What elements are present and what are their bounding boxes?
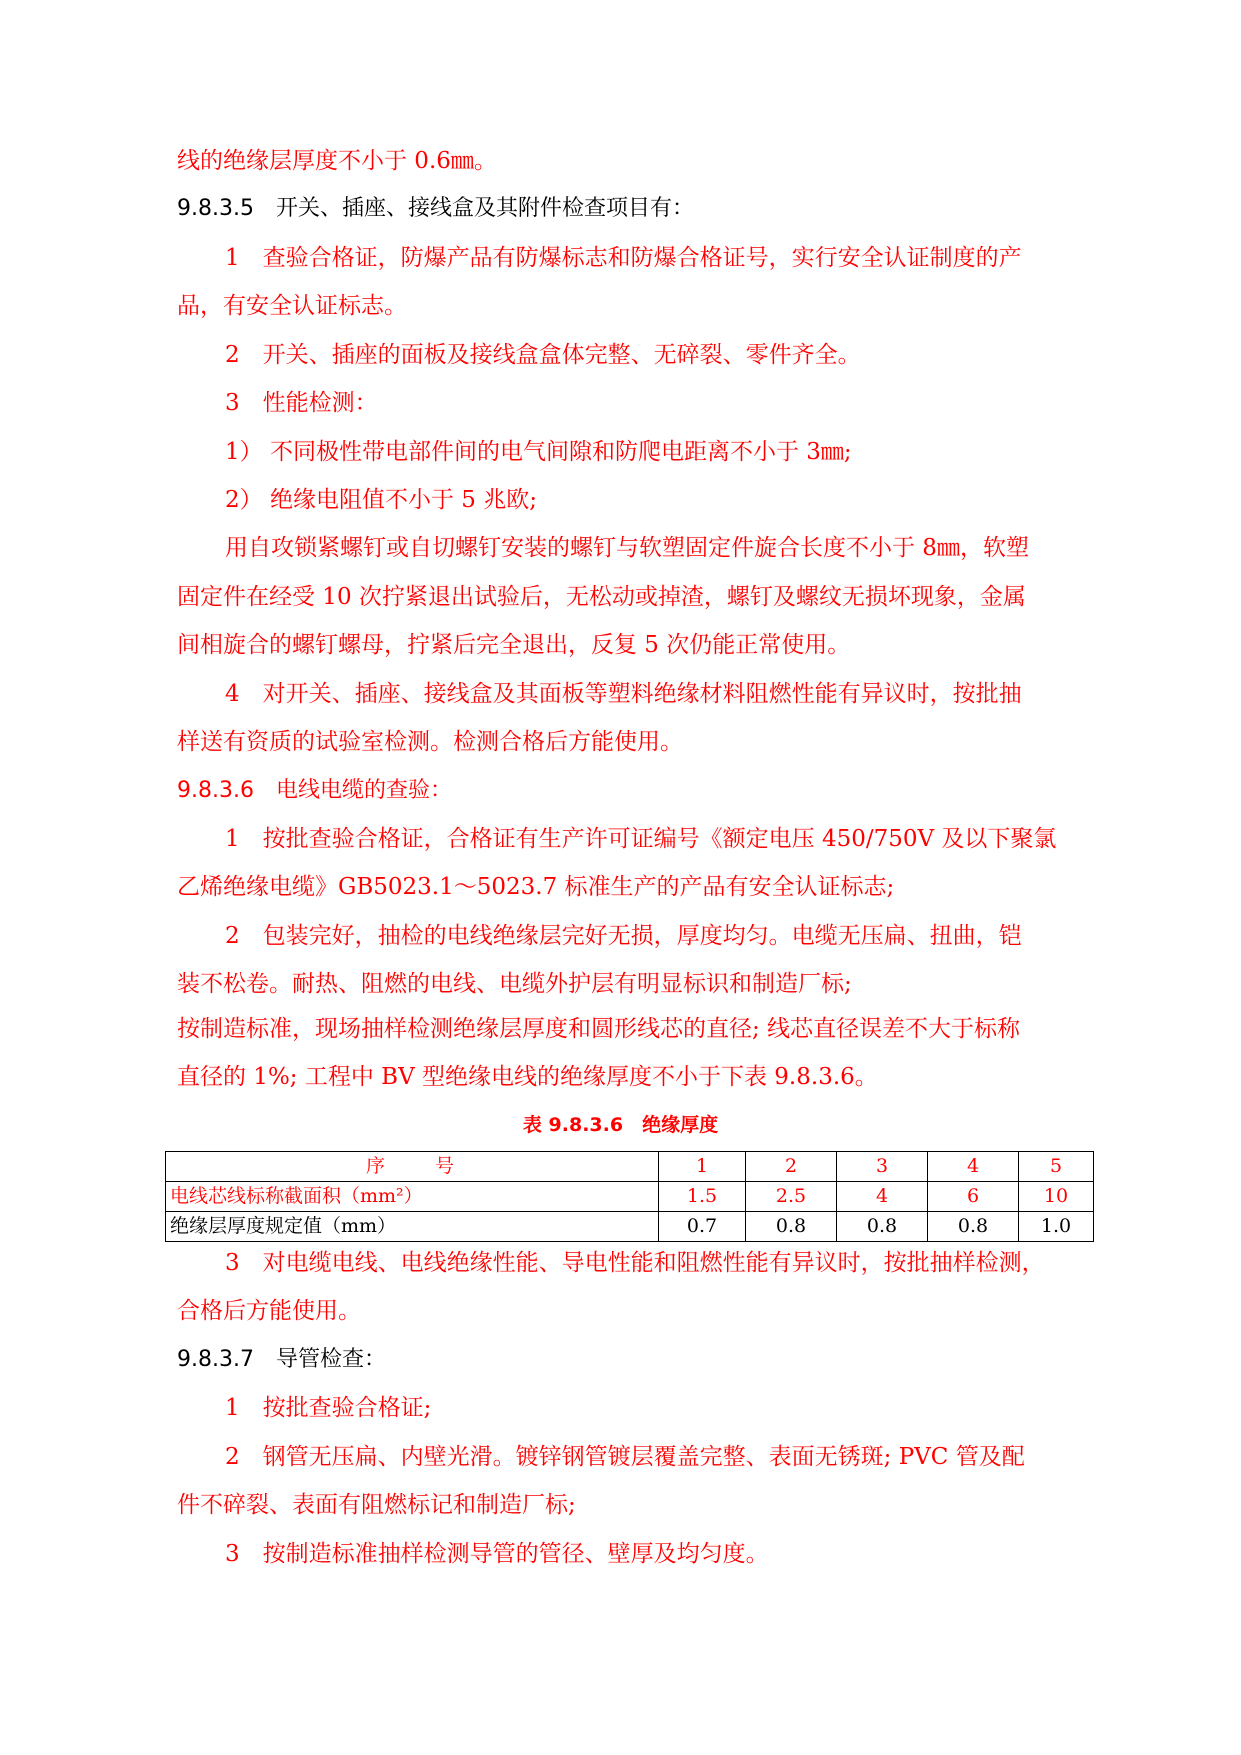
paragraph-line: 用自攻锁紧螺钉或自切螺钉安装的螺钉与软塑固定件旋合长度不小于 8㎜，软塑 xyxy=(225,535,1029,561)
sub-item-2: 2） 绝缘电阻值不小于 5 兆欧; xyxy=(225,487,537,513)
table-row xyxy=(166,1152,1094,1182)
list-item-1: 1 查验合格证，防爆产品有防爆标志和防爆合格证号，实行安全认证制度的产 xyxy=(225,245,1022,271)
table-row xyxy=(166,1212,1094,1242)
list-item-1: 1 按批查验合格证，合格证有生产许可证编号《额定电压 450/750V 及以下聚氯 xyxy=(225,826,1057,852)
paragraph-line: 装不松卷。耐热、阻燃的电线、电缆外护层有明显标识和制造厂标; xyxy=(177,971,852,997)
paragraph-line: 间相旋合的螺钉螺母，拧紧后完全退出，反复 5 次仍能正常使用。 xyxy=(177,632,851,658)
table-cell: 4 xyxy=(928,1152,1019,1182)
table-cell: 0.7 xyxy=(659,1212,746,1242)
paragraph-line: 品，有安全认证标志。 xyxy=(177,293,407,319)
table-row xyxy=(166,1182,1094,1212)
table-cell: 3 xyxy=(837,1152,928,1182)
row-header-cell: 绝缘层厚度规定值（mm） xyxy=(166,1212,659,1242)
table-cell: 10 xyxy=(1019,1182,1094,1212)
section-heading-9-8-3-6: 9.8.3.6 电线电缆的查验： xyxy=(177,778,452,803)
table-cell: 6 xyxy=(928,1182,1019,1212)
table-cell: 2.5 xyxy=(746,1182,837,1212)
paragraph-line: 件不碎裂、表面有阻燃标记和制造厂标; xyxy=(177,1492,576,1518)
list-item-2: 2 开关、插座的面板及接线盒盒体完整、无碎裂、零件齐全。 xyxy=(225,342,861,368)
list-item-2: 2 钢管无压扁、内壁光滑。镀锌钢管镀层覆盖完整、表面无锈斑; PVC 管及配 xyxy=(225,1444,1025,1470)
table-cell: 1.0 xyxy=(1019,1212,1094,1242)
paragraph-line: 固定件在经受 10 次拧紧退出试验后，无松动或掉渣，螺钉及螺纹无损坏现象，金属 xyxy=(177,584,1026,610)
list-item-2: 2 包装完好，抽检的电线绝缘层完好无损，厚度均匀。电缆无压扁、扭曲，铠 xyxy=(225,923,1022,949)
table-cell: 1.5 xyxy=(659,1182,746,1212)
list-item-1: 1 按批查验合格证; xyxy=(225,1395,432,1421)
sub-item-1: 1） 不同极性带电部件间的电气间隙和防爬电距离不小于 3㎜; xyxy=(225,439,852,465)
table-cell: 0.8 xyxy=(837,1212,928,1242)
table-cell: 2 xyxy=(746,1152,837,1182)
paragraph-line: 乙烯绝缘电缆》GB5023.1～5023.7 标准生产的产品有安全认证标志; xyxy=(177,874,895,900)
paragraph-line: 直径的 1%; 工程中 BV 型绝缘电线的绝缘厚度不小于下表 9.8.3.6。 xyxy=(177,1064,878,1090)
row-header-cell: 序 号 xyxy=(166,1152,659,1182)
paragraph-line: 样送有资质的试验室检测。检测合格后方能使用。 xyxy=(177,729,683,755)
list-item-4: 4 对开关、插座、接线盒及其面板等塑料绝缘材料阻燃性能有异议时，按批抽 xyxy=(225,681,1022,707)
paragraph-line: 线的绝缘层厚度不小于 0.6㎜。 xyxy=(177,148,497,174)
table-cell: 0.8 xyxy=(928,1212,1019,1242)
insulation-thickness-table xyxy=(165,1151,1094,1242)
paragraph-line: 按制造标准，现场抽样检测绝缘层厚度和圆形线芯的直径; 线芯直径误差不大于标称 xyxy=(177,1016,1021,1042)
table-caption: 表 9.8.3.6 绝缘厚度 xyxy=(522,1114,719,1136)
row-header-cell: 电线芯线标称截面积（mm²） xyxy=(166,1182,659,1212)
list-item-3: 3 按制造标准抽样检测导管的管径、壁厚及均匀度。 xyxy=(225,1541,769,1567)
table-cell: 5 xyxy=(1019,1152,1094,1182)
table-cell: 4 xyxy=(837,1182,928,1212)
paragraph-line: 合格后方能使用。 xyxy=(177,1298,361,1324)
table-cell: 1 xyxy=(659,1152,746,1182)
list-item-3: 3 对电缆电线、电线绝缘性能、导电性能和阻燃性能有异议时，按批抽样检测， xyxy=(225,1250,1045,1276)
table-cell: 0.8 xyxy=(746,1212,837,1242)
section-heading-9-8-3-5: 9.8.3.5 开关、插座、接线盒及其附件检查项目有： xyxy=(177,196,694,221)
list-item-3: 3 性能检测： xyxy=(225,390,378,416)
section-heading-9-8-3-7: 9.8.3.7 导管检查： xyxy=(177,1347,386,1372)
